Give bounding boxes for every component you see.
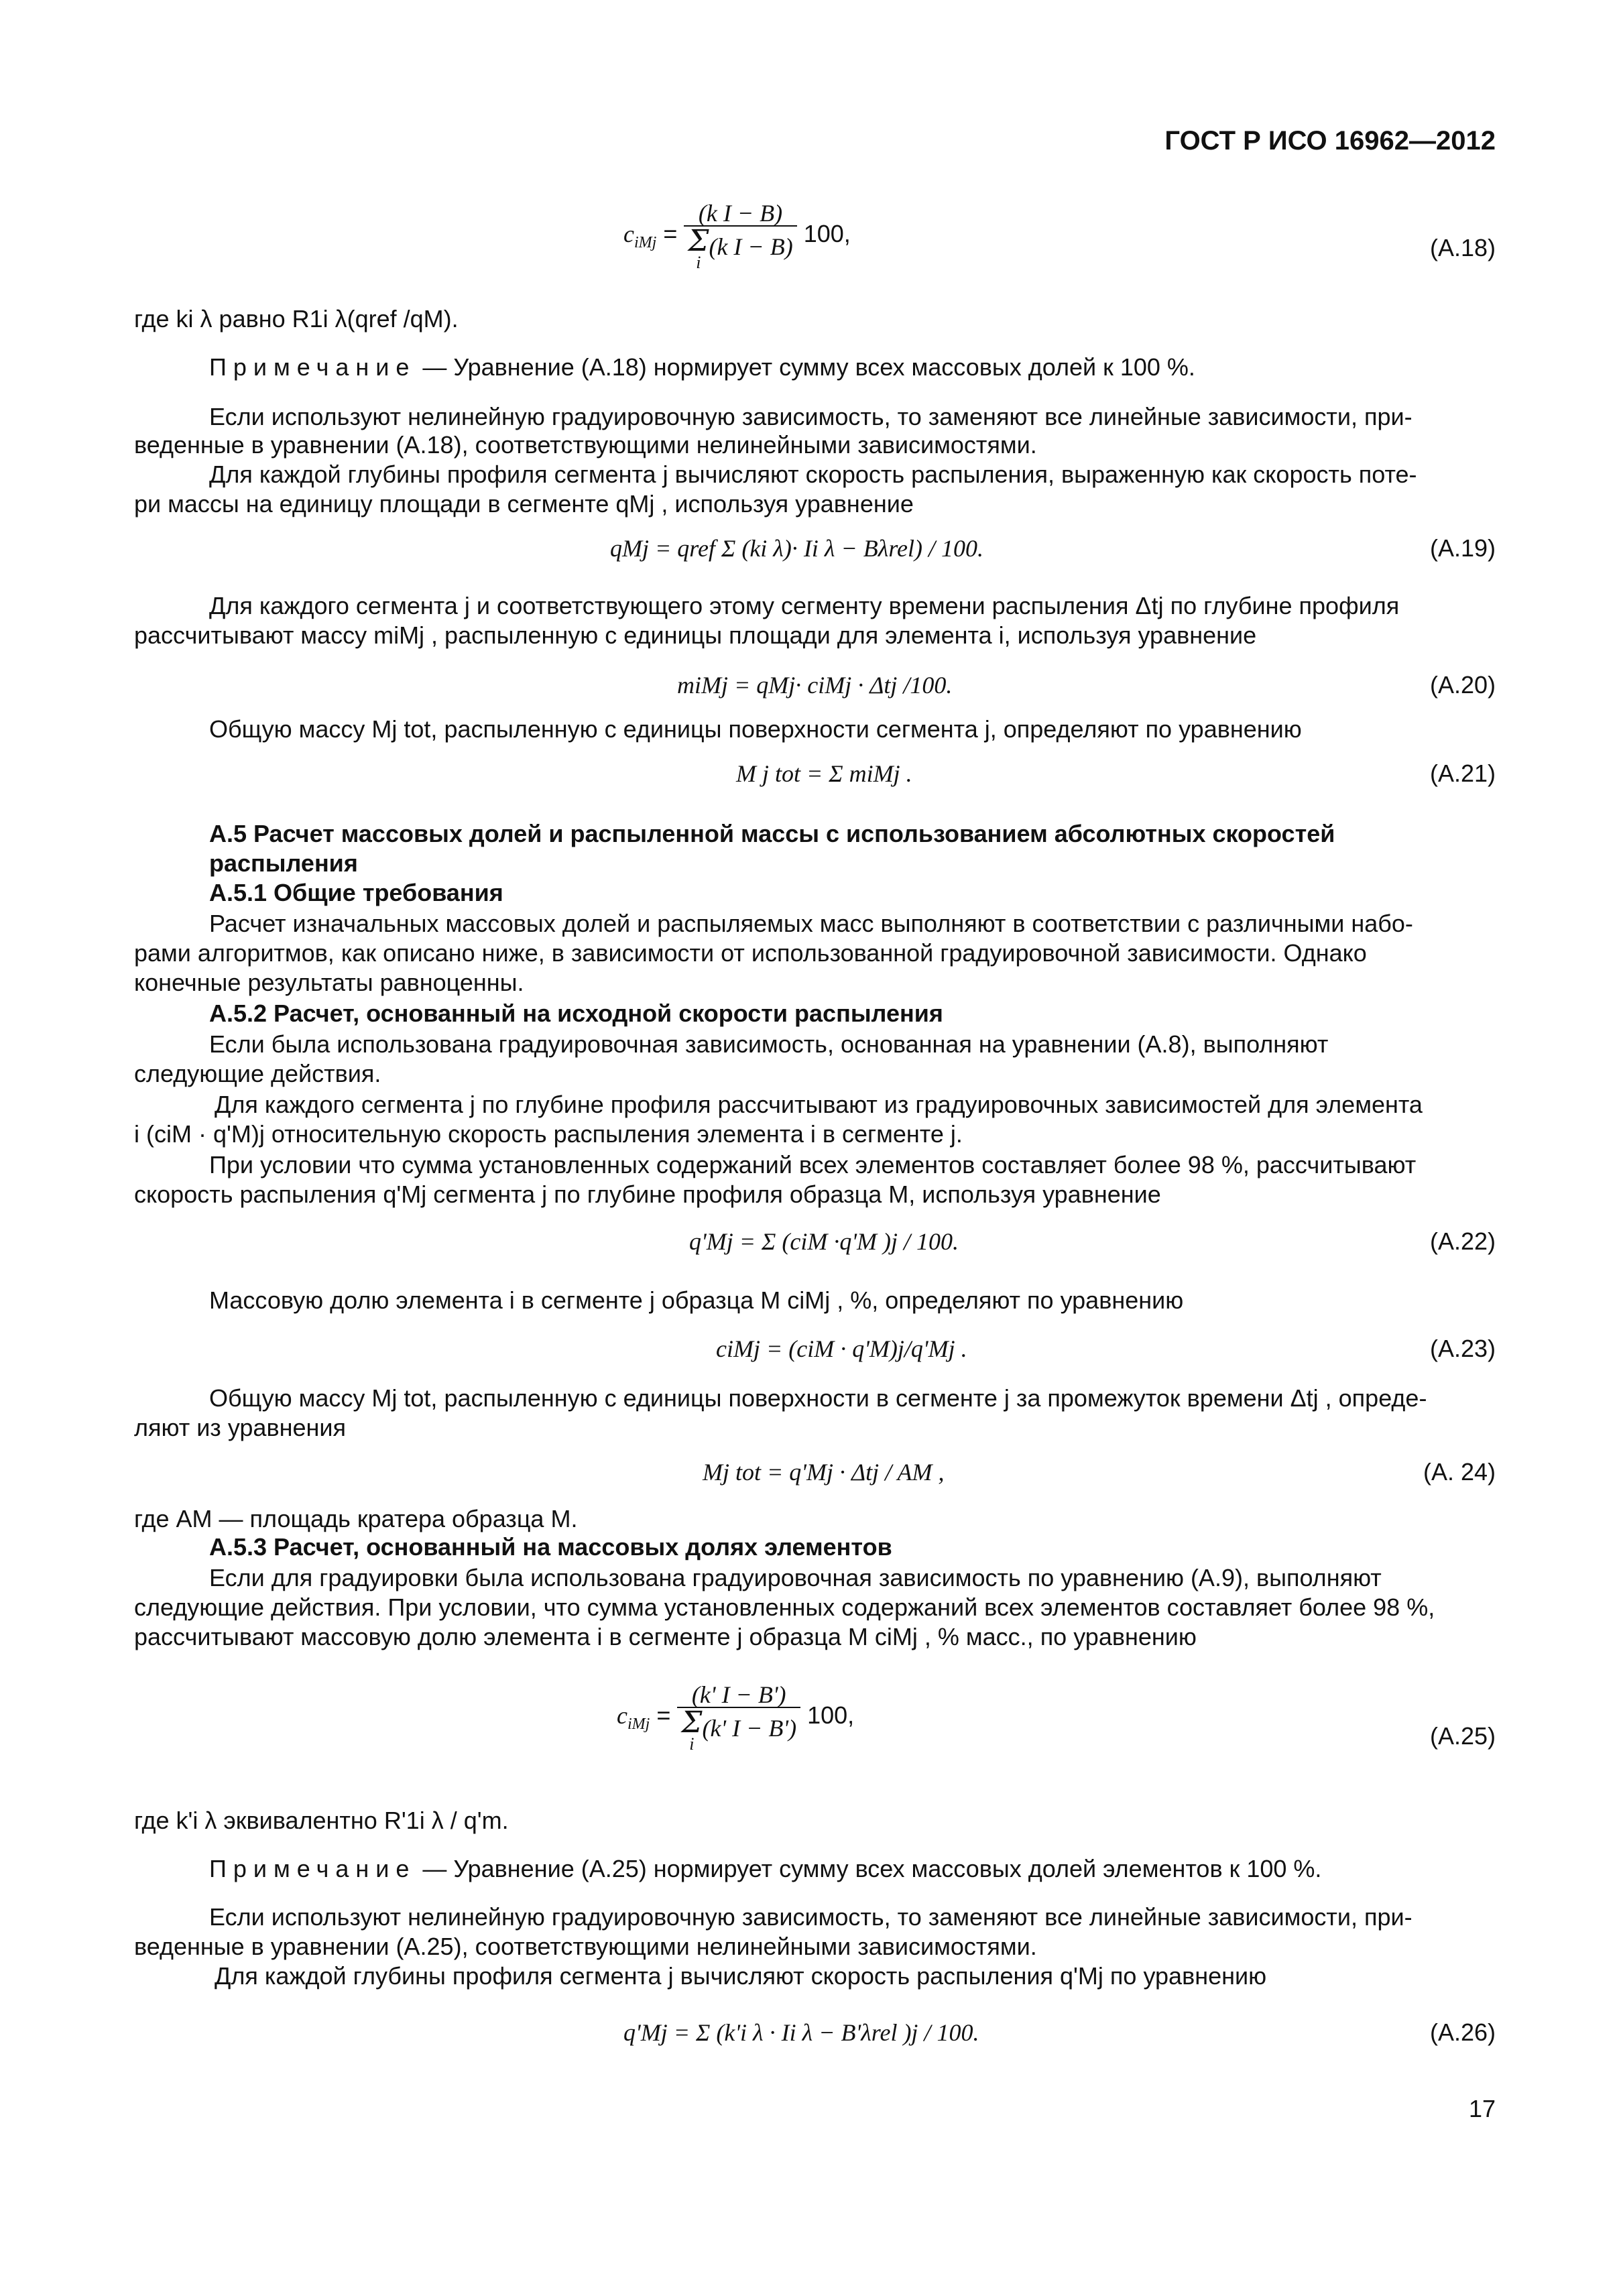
equation-a25-fraction: (k' I − B') Σ i (k' I − B') — [677, 1683, 800, 1752]
paragraph-11-line-1: Если для градуировки была использована градуировочная зависимость по уравнению (А.9), выполняют — [209, 1564, 1382, 1591]
paragraph-12-line-2: веденные в уравнении (А.25), соответствующими нелинейными зависимостями. — [134, 1933, 1037, 1960]
paragraph-5-line-3: конечные результаты равноценны. — [134, 969, 524, 996]
paragraph-6-line-2: следующие действия. — [134, 1060, 381, 1087]
paragraph-7-line-1: Для каждого сегмента j по глубине профиля рассчитывают из градуировочных зависимостей для элемента — [215, 1091, 1423, 1118]
equation-a20: miMj = qMj· ciMj · Δtj /100. — [677, 672, 953, 699]
section-a51-heading: А.5.1 Общие требования — [209, 879, 503, 906]
paragraph-1-line-1: Если используют нелинейную градуировочную зависимость, то заменяют все линейные зависимости, при- — [209, 403, 1412, 430]
paragraph-5-line-2: рами алгоритмов, как описано ниже, в зависимости от использованной градуировочной зависимости. Однако — [134, 939, 1367, 967]
equation-a21-label: (А.21) — [1429, 760, 1496, 787]
paragraph-8-line-1: При условии что сумма установленных содержаний всех элементов составляет более 98 %, рассчитывают — [209, 1151, 1417, 1179]
equation-a18-fraction: (k I − B) Σ i (k I − B) — [684, 201, 796, 270]
paragraph-7-line-2: i (ciM · q'M)j относительную скорость распыления элемента i в сегменте j. — [134, 1120, 963, 1148]
where-a25: где k'i λ эквивалентно R'1i λ / q'm. — [134, 1807, 509, 1834]
paragraph-5-line-1: Расчет изначальных массовых долей и распыляемых масс выполняют в соответствии с различными набо- — [209, 910, 1413, 937]
equation-a24-label: (А. 24) — [1423, 1458, 1496, 1486]
equation-a20-label: (А.20) — [1429, 671, 1496, 699]
paragraph-12-line-1: Если используют нелинейную градуировочную зависимость, то заменяют все линейные зависимости, при- — [209, 1903, 1412, 1931]
section-a53-heading: А.5.3 Расчет, основанный на массовых долях элементов — [209, 1533, 892, 1561]
equation-a23-label: (А.23) — [1429, 1335, 1496, 1362]
where-a24: где AM — площадь кратера образца M. — [134, 1505, 578, 1532]
section-a5-heading-line-2: распыления — [209, 849, 358, 877]
standard-header: ГОСТ Р ИСО 16962—2012 — [1164, 126, 1496, 156]
equation-a25-label: (А.25) — [1429, 1722, 1496, 1750]
note-a18: Примечание — Уравнение (А.18) нормирует сумму всех массовых долей к 100 %. — [209, 353, 1195, 381]
paragraph-6-line-1: Если была использована градуировочная зависимость, основанная на уравнении (А.8), выполняют — [209, 1030, 1329, 1058]
equation-a24: Mj tot = q'Mj · Δtj / AM , — [703, 1459, 945, 1486]
page-number: 17 — [1468, 2095, 1496, 2122]
equation-a26: q'Mj = Σ (k'i λ · Ii λ − B'λrel )j / 100. — [623, 2019, 979, 2046]
paragraph-10-line-1: Общую массу Mj tot, распыленную с единицы поверхности в сегменте j за промежуток времени Δtj , опреде- — [209, 1384, 1427, 1412]
paragraph-3-line-1: Для каждого сегмента j и соответствующего этому сегменту времени распыления Δtj по глубине профиля — [209, 592, 1400, 619]
section-a52-heading: А.5.2 Расчет, основанный на исходной скорости распыления — [209, 1000, 943, 1027]
paragraph-10-line-2: ляют из уравнения — [134, 1414, 346, 1441]
equation-a22-label: (А.22) — [1429, 1227, 1496, 1255]
equation-a23: ciMj = (ciM · q'M)j/q'Mj . — [716, 1335, 967, 1362]
paragraph-13: Для каждой глубины профиля сегмента j вычисляют скорость распыления q'Mj по уравнению — [215, 1962, 1267, 1990]
equation-a25: $c_{iMj}$ = (k' I − B') Σ i (k' I − B') 100, — [617, 1681, 855, 1754]
section-a5-heading: А.5 Расчет массовых долей и распыленной массы с использованием абсолютных скоростей — [209, 820, 1335, 847]
equation-a18-label: (А.18) — [1429, 234, 1496, 261]
equation-a22: q'Mj = Σ (ciM ·q'M )j / 100. — [689, 1228, 959, 1255]
paragraph-11-line-2: следующие действия. При условии, что сумма установленных содержаний всех элементов составляет более 98 %, — [134, 1593, 1435, 1621]
paragraph-1-line-2: веденные в уравнении (А.18), соответствующими нелинейными зависимостями. — [134, 431, 1037, 459]
equation-a26-label: (А.26) — [1429, 2018, 1496, 2046]
paragraph-9: Массовую долю элемента i в сегменте j образца M ciMj , %, определяют по уравнению — [209, 1286, 1184, 1314]
where-a18: где ki λ равно R1i λ(qref /qM). — [134, 305, 459, 333]
paragraph-8-line-2: скорость распыления q'Mj сегмента j по глубине профиля образца M, используя уравнение — [134, 1181, 1161, 1208]
equation-a19-label: (А.19) — [1429, 534, 1496, 562]
paragraph-2-line-2: ри массы на единицу площади в сегменте qMj , используя уравнение — [134, 490, 914, 518]
equation-a21: M j tot = Σ miMj . — [736, 760, 912, 787]
note-a25: Примечание — Уравнение (А.25) нормирует сумму всех массовых долей элементов к 100 %. — [209, 1855, 1322, 1882]
equation-a19: qMj = qref Σ (ki λ)· Ii λ − Bλrel) / 100. — [610, 535, 983, 562]
paragraph-2-line-1: Для каждой глубины профиля сегмента j вычисляют скорость распыления, выраженную как скорость поте- — [209, 461, 1417, 488]
equation-a18: $c_{iMj}$ = (k I − B) Σ i (k I − B) 100, — [623, 200, 851, 272]
paragraph-4: Общую массу Mj tot, распыленную с единицы поверхности сегмента j, определяют по уравнению — [209, 715, 1302, 743]
paragraph-3-line-2: рассчитывают массу miMj , распыленную с единицы площади для элемента i, используя уравнение — [134, 621, 1257, 649]
paragraph-11-line-3: рассчитывают массовую долю элемента i в сегменте j образца M ciMj , % масс., по уравнению — [134, 1623, 1197, 1650]
